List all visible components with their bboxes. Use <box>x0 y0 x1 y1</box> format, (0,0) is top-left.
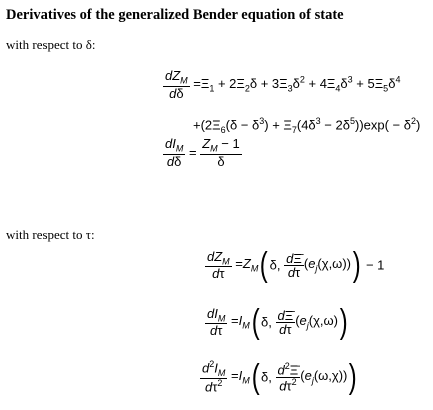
eq-dI-dtau: $\frac{dI_M}{d\tau}$ $=I_M$( δ, $\frac{d\Xī}{d\tau}$ $(e_j(\chi,\omega))$ <box>207 303 348 341</box>
section-delta-label: with respect to δ: <box>6 37 96 52</box>
page-title: Derivatives of the generalized Bender equation of state <box>6 7 344 23</box>
eq-dZ-dtau: $\frac{dZ_M}{d\tau}$ $=Z_M$( δ, $\frac{d\Xī}{d\tau}$ $(e_j(\chi,\omega))) - 1$ <box>207 246 385 284</box>
eq-dI-ddelta: $\frac{dI_M}{d\delta}$ = $\frac{Z_M - 1}{\delta}$ <box>165 136 240 169</box>
eq-d2I-dtau2: $\frac{d^2I_M}{d\tau^2}$ $=I_M$( δ, $\frac{d^2\Xī}{d\tau^2}$ $(e_j(\omega,\chi))$) <box>202 358 358 396</box>
eq-dZ-ddelta: $\frac{dZ_M}{d\delta}$ $=\Xi_1 + 2\Xi_2\delta + 3\Xi_3\delta^2 + 4\Xi_4\delta^3 + 5\Xi_5\delta^4$ <box>165 68 401 101</box>
section-tau-label: with respect to τ: <box>6 227 95 242</box>
eq-dZ-ddelta-line2: $+(2\Xi_6(\delta - \delta^3) + \Xi_7(4\delta^3 - 2\delta^5))\exp( - \delta^2)$ <box>193 116 421 135</box>
